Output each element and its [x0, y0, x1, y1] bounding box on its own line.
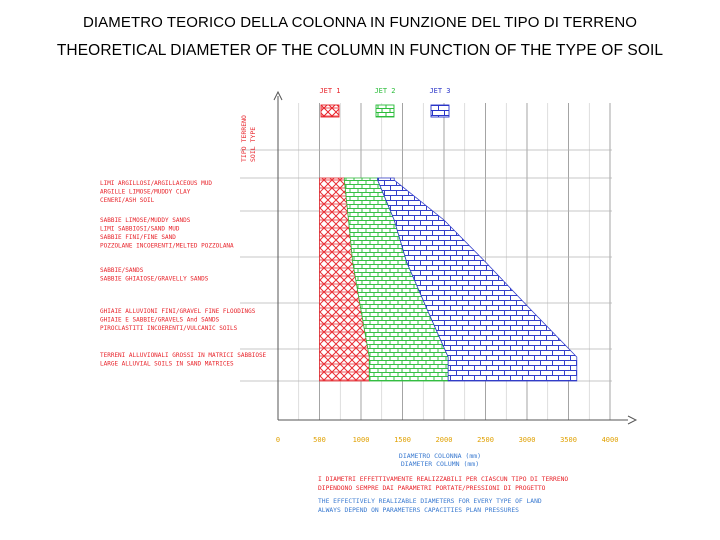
y-axis-label: SOIL TYPE	[249, 126, 257, 162]
category-label: SABBIE LIMOSE/MUDDY SANDS	[100, 217, 191, 224]
x-tick-label: 500	[313, 436, 326, 444]
category-label: ARGILLE LIMOSE/MUDDY CLAY	[100, 188, 191, 196]
x-tick-label: 3000	[518, 436, 536, 444]
category-label: LIMI ARGILLOSI/ARGILLACEOUS MUD	[100, 180, 212, 187]
category-label: GHIAIE E SABBIE/GRAVELS And SANDS	[100, 316, 220, 324]
legend-label: JET 1	[319, 87, 341, 95]
x-axis-label: DIAMETER COLUMN (mm)	[400, 460, 480, 468]
category-label: LARGE ALLUVIAL SOILS IN SAND MATRICES	[100, 360, 234, 368]
x-axis-label: DIAMETRO COLONNA (mm)	[398, 452, 482, 460]
chart-bands	[320, 178, 577, 381]
category-label: SABBIE FINI/FINE SAND	[100, 234, 176, 241]
x-tick-label: 0	[275, 436, 281, 444]
x-tick-label: 4000	[601, 436, 619, 444]
chart-note: I DIAMETRI EFFETTIVAMENTE REALIZZABILI PER CIASCUN TIPO DI TERRENO	[318, 476, 569, 483]
chart-note: DIPENDONO SEMPRE DAI PARAMETRI PORTATE/PRESSIONI DI PROGETTO	[318, 485, 546, 492]
x-tick-label: 1500	[394, 436, 411, 444]
legend-swatch	[376, 105, 394, 117]
category-label: TERRENI ALLUVIONALI GROSSI IN MATRICI SABBIOSE	[100, 352, 267, 359]
category-label: CENERI/ASH SOIL	[100, 197, 155, 204]
y-axis-label: TIPO TERRENO	[240, 115, 248, 162]
x-tick-label: 2500	[477, 436, 494, 444]
chart-legend	[319, 87, 450, 117]
legend-swatch	[321, 105, 339, 117]
chart-labels	[100, 180, 267, 368]
x-tick-label: 2000	[435, 436, 453, 444]
category-label: SABBIE GHIAIOSE/GRAVELLY SANDS	[100, 275, 209, 283]
x-tick-label: 3500	[560, 436, 577, 444]
x-axis-arrow	[628, 416, 636, 424]
chart-title-italian: DIAMETRO TEORICO DELLA COLONNA IN FUNZIONE DEL TIPO DI TERRENO	[82, 14, 638, 31]
category-label: LIMI SABBIOSI/SAND MUD	[100, 225, 180, 233]
category-label: POZZOLANE INCOERENTI/MELTED POZZOLANA	[100, 242, 234, 250]
category-label: SABBIE/SANDS	[100, 267, 144, 274]
chart-title-english: THEORETICAL DIAMETER OF THE COLUMN IN FUNCTION OF THE TYPE OF SOIL	[56, 42, 664, 59]
x-tick-label: 1000	[352, 436, 370, 444]
chart-note: ALWAYS DEPEND ON PARAMETERS CAPACITIES PLAN PRESSURES	[318, 507, 519, 514]
legend-swatch	[431, 105, 449, 117]
legend-label: JET 3	[429, 87, 451, 95]
chart-note: THE EFFECTIVELY REALIZABLE DIAMETERS FOR EVERY TYPE OF LAND	[318, 498, 542, 505]
category-label: PIROCLASTITI INCOERENTI/VULCANIC SOILS	[100, 325, 238, 332]
category-label: GHIAIE ALLUVIONI FINI/GRAVEL FINE FLOODINGS	[100, 308, 256, 315]
chart-notes	[318, 476, 568, 514]
legend-label: JET 2	[374, 87, 396, 95]
